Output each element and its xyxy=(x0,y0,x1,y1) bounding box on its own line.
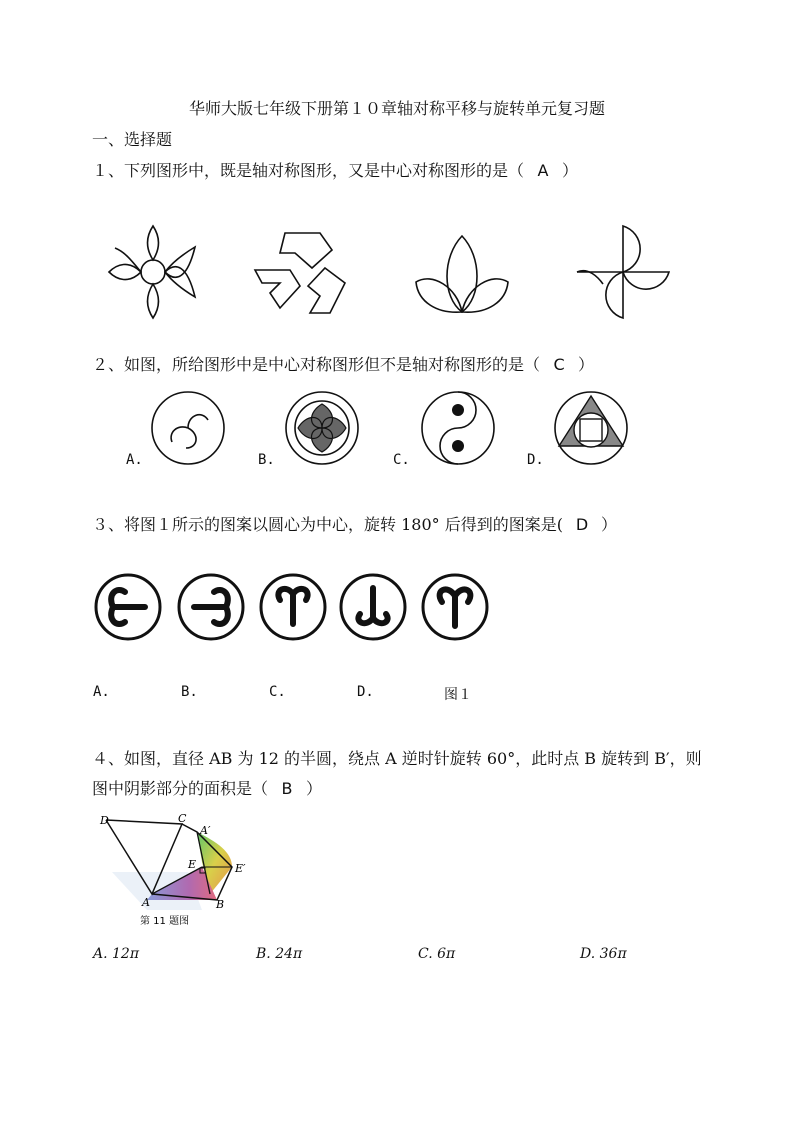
question-number: ３、 xyxy=(92,515,125,534)
question-number: １、 xyxy=(92,161,125,180)
figure-ram-rotated-right xyxy=(176,572,246,642)
option-label: B. xyxy=(181,684,198,700)
figure-lotus xyxy=(412,232,512,318)
answer: B xyxy=(281,779,293,798)
figure-caption: 第 11 题图 xyxy=(140,916,190,927)
figure-flower xyxy=(105,222,205,322)
point-label: A xyxy=(142,896,150,909)
option-label: C. xyxy=(269,684,286,700)
option-label: C. xyxy=(393,452,410,468)
option-c: C. 6π xyxy=(418,946,456,962)
question-number: ４、 xyxy=(92,749,125,768)
question-text: 如图，所给图形中是中心对称图形但不是轴对称图形的是（ xyxy=(124,355,541,374)
answer: A xyxy=(537,161,549,180)
question-3 xyxy=(92,512,617,535)
page-title: 华师大版七年级下册第１０章轴对称平移与旋转单元复习题 xyxy=(188,99,605,118)
option-a: A. 12π xyxy=(93,946,140,962)
figure-ram-rotated-left xyxy=(93,572,163,642)
option-label: A. xyxy=(93,684,110,700)
close-paren: ） xyxy=(306,779,323,798)
question-number: ２、 xyxy=(92,355,125,374)
figure-ram-original xyxy=(420,572,490,642)
option-label: B. xyxy=(258,452,275,468)
point-label: D xyxy=(100,814,109,827)
figure-triangle-circle xyxy=(553,390,631,468)
figure-caption: 图１ xyxy=(444,687,472,703)
question-text: 图中阴影部分的面积是（ xyxy=(92,779,269,798)
answer: D xyxy=(575,515,589,534)
option-label: D. xyxy=(357,684,374,700)
figure-ram-inverted xyxy=(338,572,408,642)
section-heading: 一、选择题 xyxy=(92,130,173,149)
question-4-line-1 xyxy=(92,746,702,769)
option-label: D. xyxy=(527,452,544,468)
figure-four-petal xyxy=(284,390,362,468)
point-label: E′ xyxy=(235,862,246,875)
figure-yin-yang xyxy=(420,390,498,468)
point-label: A′ xyxy=(200,824,211,837)
question-2 xyxy=(92,352,594,375)
figure-ram-upright xyxy=(258,572,328,642)
option-d: D. 36π xyxy=(580,946,627,962)
close-paren: ） xyxy=(600,515,617,534)
question-text: 将图１所示的图案以圆心为中心，旋转 180° 后得到的图案是( xyxy=(124,515,563,534)
figure-pinwheel xyxy=(573,222,673,322)
question-text: 下列图形中，既是轴对称图形，又是中心对称图形的是（ xyxy=(124,161,525,180)
question-4-line-2 xyxy=(92,776,322,799)
question-text: 如图，直径 AB 为 12 的半圆，绕点 A 逆时针旋转 60°，此时点 B 旋转到 B′，则 xyxy=(124,749,702,768)
figure-recycle xyxy=(250,228,350,320)
option-b: B. 24π xyxy=(256,946,303,962)
close-paren: ） xyxy=(562,161,579,180)
figure-rotated-semicircle xyxy=(92,812,262,934)
point-label: C xyxy=(178,812,187,825)
question-1 xyxy=(92,158,578,181)
figure-triple-swirl xyxy=(150,390,228,468)
point-label: E xyxy=(188,858,197,871)
option-label: A. xyxy=(126,452,143,468)
point-label: B xyxy=(216,898,225,911)
answer: C xyxy=(553,355,565,374)
close-paren: ） xyxy=(578,355,595,374)
